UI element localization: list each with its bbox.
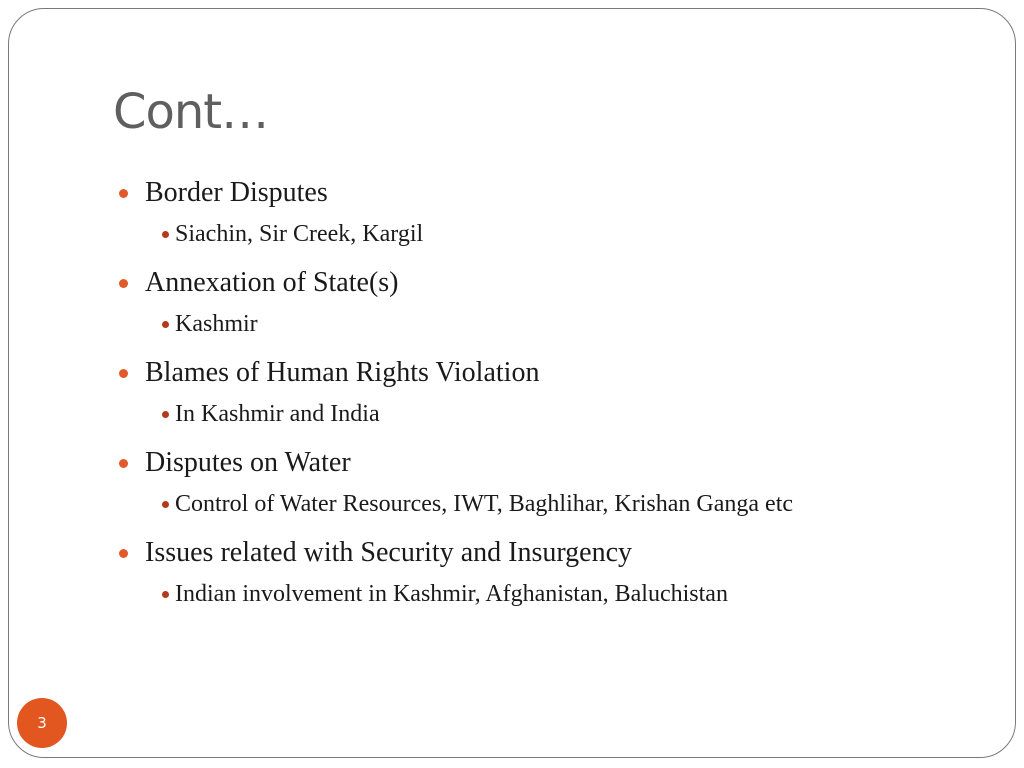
bullet-text: Border Disputes bbox=[145, 177, 328, 208]
bullet-text: Annexation of State(s) bbox=[145, 267, 399, 298]
sub-bullet-text: Indian involvement in Kashmir, Afghanistan, Baluchistan bbox=[175, 581, 728, 607]
bullet-item bbox=[117, 355, 793, 391]
sub-bullet-dot-icon bbox=[162, 591, 169, 598]
bullet-dot-icon bbox=[119, 279, 128, 288]
sub-bullet-dot-icon bbox=[162, 321, 169, 328]
bullet-text: Issues related with Security and Insurgency bbox=[145, 537, 633, 568]
sub-bullet-text: Siachin, Sir Creek, Kargil bbox=[175, 221, 424, 247]
sub-bullet-item bbox=[117, 309, 793, 339]
sub-bullet-text: In Kashmir and India bbox=[175, 401, 380, 427]
bullet-dot-icon bbox=[119, 459, 128, 468]
bullet-dot-icon bbox=[119, 189, 128, 198]
sub-bullet-item bbox=[117, 489, 793, 519]
bullet-item bbox=[117, 445, 793, 481]
bullet-text: Blames of Human Rights Violation bbox=[145, 357, 540, 388]
sub-bullet-dot-icon bbox=[162, 501, 169, 508]
bullet-item bbox=[117, 265, 793, 301]
sub-bullet-text: Kashmir bbox=[175, 311, 258, 337]
sub-bullet-item bbox=[117, 399, 793, 429]
sub-bullet-item bbox=[117, 579, 793, 609]
slide-frame bbox=[8, 8, 1016, 758]
bullet-item bbox=[117, 175, 793, 211]
sub-bullet-item bbox=[117, 219, 793, 249]
bullet-list bbox=[117, 175, 793, 625]
bullet-text: Disputes on Water bbox=[145, 447, 351, 478]
bullet-dot-icon bbox=[119, 369, 128, 378]
sub-bullet-text: Control of Water Resources, IWT, Baghlihar, Krishan Ganga etc bbox=[175, 491, 794, 517]
bullet-dot-icon bbox=[119, 549, 128, 558]
bullet-item bbox=[117, 535, 793, 571]
page-number-badge: 3 bbox=[17, 698, 67, 748]
slide-title: Cont… bbox=[113, 84, 269, 140]
sub-bullet-dot-icon bbox=[162, 231, 169, 238]
sub-bullet-dot-icon bbox=[162, 411, 169, 418]
